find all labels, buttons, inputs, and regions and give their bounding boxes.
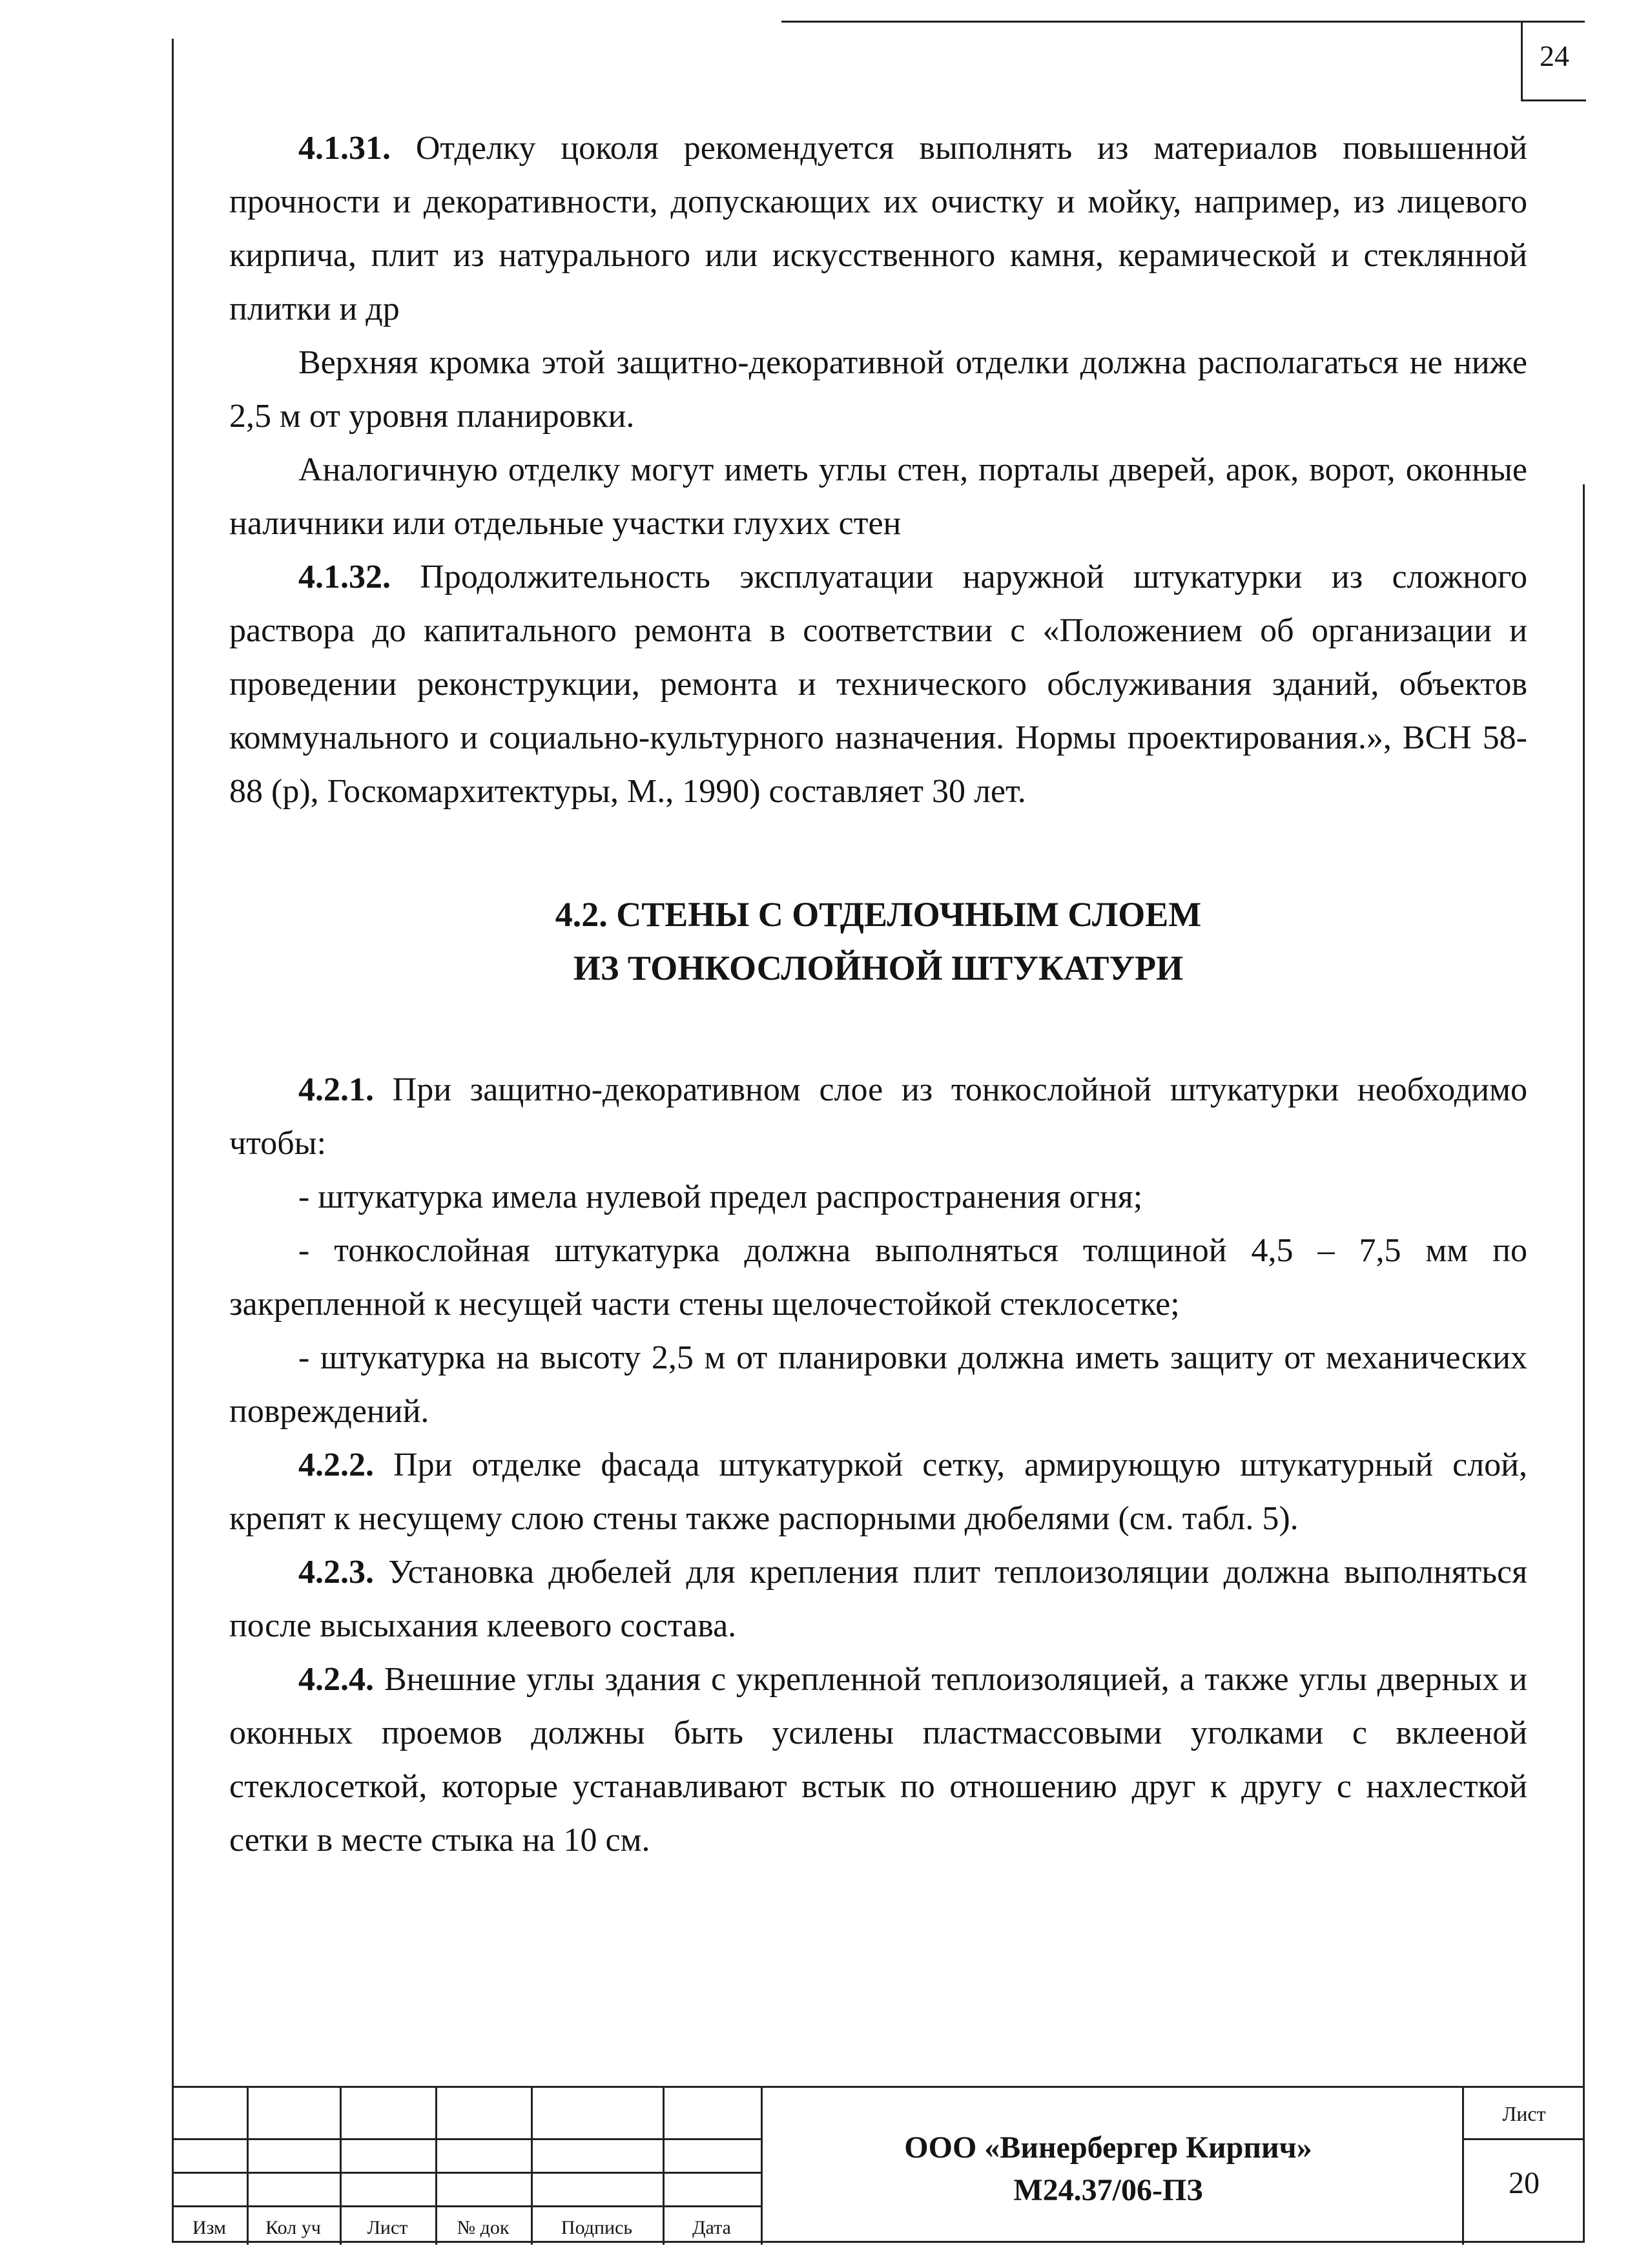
sheet-number: 20	[1509, 2166, 1540, 2200]
company-name: ООО «Винербергер Кирпич»	[904, 2130, 1312, 2165]
title-block-stamp	[172, 2086, 1585, 2245]
column-label-doc-number: № док	[457, 2217, 510, 2238]
list-item-text: - штукатурка имела нулевой предел распространения огня;	[298, 1179, 1143, 1215]
page-number-box	[1521, 21, 1586, 101]
clause-number: 4.1.31.	[298, 130, 391, 167]
clause-number: 4.1.32.	[298, 559, 391, 595]
column-label-signature: Подпись	[561, 2217, 633, 2238]
paragraph-4-2-4	[229, 1653, 1527, 1867]
clause-text: При защитно-декоративном слое из тонкослойной штукатурки необходимо чтобы:	[229, 1071, 1527, 1162]
title-block-row-line	[172, 2138, 761, 2140]
column-label-list: Лист	[367, 2217, 408, 2238]
list-item-thickness	[229, 1224, 1527, 1331]
clause-number: 4.2.1.	[298, 1071, 374, 1108]
page-number: 24	[1540, 39, 1569, 72]
clause-text: Установка дюбелей для крепления плит теплоизоляции должна выполняться после высыхания клеевого состава.	[229, 1554, 1527, 1644]
title-block-divider	[761, 2088, 763, 2245]
clause-text: Внешние углы здания с укрепленной теплоизоляцией, а также углы дверных и оконных проемов должны быть усилены пластмассовыми уголками с вклееной стеклосеткой, которые устанавливают встык по отношению друг к другу с нахлесткой сетки в месте стыка на 10 см.	[229, 1661, 1527, 1859]
paragraph-upper-edge	[229, 336, 1527, 443]
section-heading	[229, 888, 1527, 995]
column-label-date: Дата	[692, 2217, 731, 2238]
paragraph-4-2-1	[229, 1063, 1527, 1170]
document-code: М24.37/06-ПЗ	[1013, 2173, 1203, 2207]
section-heading-line-2: ИЗ ТОНКОСЛОЙНОЙ ШТУКАТУРИ	[573, 949, 1184, 987]
title-block-row-line	[172, 2172, 761, 2174]
paragraph-4-2-3	[229, 1545, 1527, 1653]
title-block-row-line	[1462, 2138, 1585, 2140]
list-item-fire	[229, 1170, 1527, 1224]
paragraph-4-1-31	[229, 121, 1527, 336]
paragraph-4-1-32	[229, 550, 1527, 818]
frame-left-border	[172, 39, 174, 2242]
paragraph-text: Верхняя кромка этой защитно-декоративной отделки должна располагаться не ниже 2,5 м от уровня планировки.	[229, 344, 1527, 435]
frame-top-border	[781, 21, 1585, 23]
column-label-izm: Изм	[192, 2217, 227, 2238]
title-block-row-line	[172, 2205, 761, 2207]
paragraph-similar-finish	[229, 443, 1527, 550]
paragraph-text: Аналогичную отделку могут иметь углы стен, порталы дверей, арок, ворот, оконные наличники или отдельные участки глухих стен	[229, 451, 1527, 542]
frame-right-border	[1583, 484, 1585, 2242]
list-item-text: - штукатурка на высоту 2,5 м от планировки должна иметь защиту от механических повреждений.	[229, 1339, 1527, 1430]
section-heading-line-1: 4.2. СТЕНЫ С ОТДЕЛОЧНЫМ СЛОЕМ	[555, 895, 1202, 934]
sheet-label: Лист	[1502, 2102, 1546, 2125]
list-item-text: - тонкослойная штукатурка должна выполняться толщиной 4,5 – 7,5 мм по закрепленной к несущей части стены щелочестойкой стеклосетке;	[229, 1232, 1527, 1323]
company-block	[766, 2127, 1450, 2212]
clause-text: Продолжительность эксплуатации наружной штукатурки из сложного раствора до капитального ремонта в соответствии с «Положением об организации и проведении реконструкции, ремонта и технического обслуживания зданий, объектов коммунального и социально-культурного назначения. Нормы проектирования.», ВСН 58-88 (р), Госкомархитектуры, М., 1990) составляет 30 лет.	[229, 559, 1527, 810]
clause-text: Отделку цоколя рекомендуется выполнять из материалов повышенной прочности и декоративности, допускающих их очистку и мойку, например, из лицевого кирпича, плит из натурального или искусственного камня, керамической и стеклянной плитки и др	[229, 130, 1527, 327]
document-body	[229, 121, 1527, 1867]
column-label-kol-uch: Кол уч	[265, 2217, 321, 2238]
clause-number: 4.2.3.	[298, 1554, 374, 1591]
clause-number: 4.2.4.	[298, 1661, 374, 1698]
paragraph-4-2-2	[229, 1438, 1527, 1545]
clause-text: При отделке фасада штукатуркой сетку, армирующую штукатурный слой, крепят к несущему слою стены также распорными дюбелями (см. табл. 5).	[229, 1447, 1527, 1537]
list-item-protection	[229, 1331, 1527, 1438]
clause-number: 4.2.2.	[298, 1447, 374, 1483]
